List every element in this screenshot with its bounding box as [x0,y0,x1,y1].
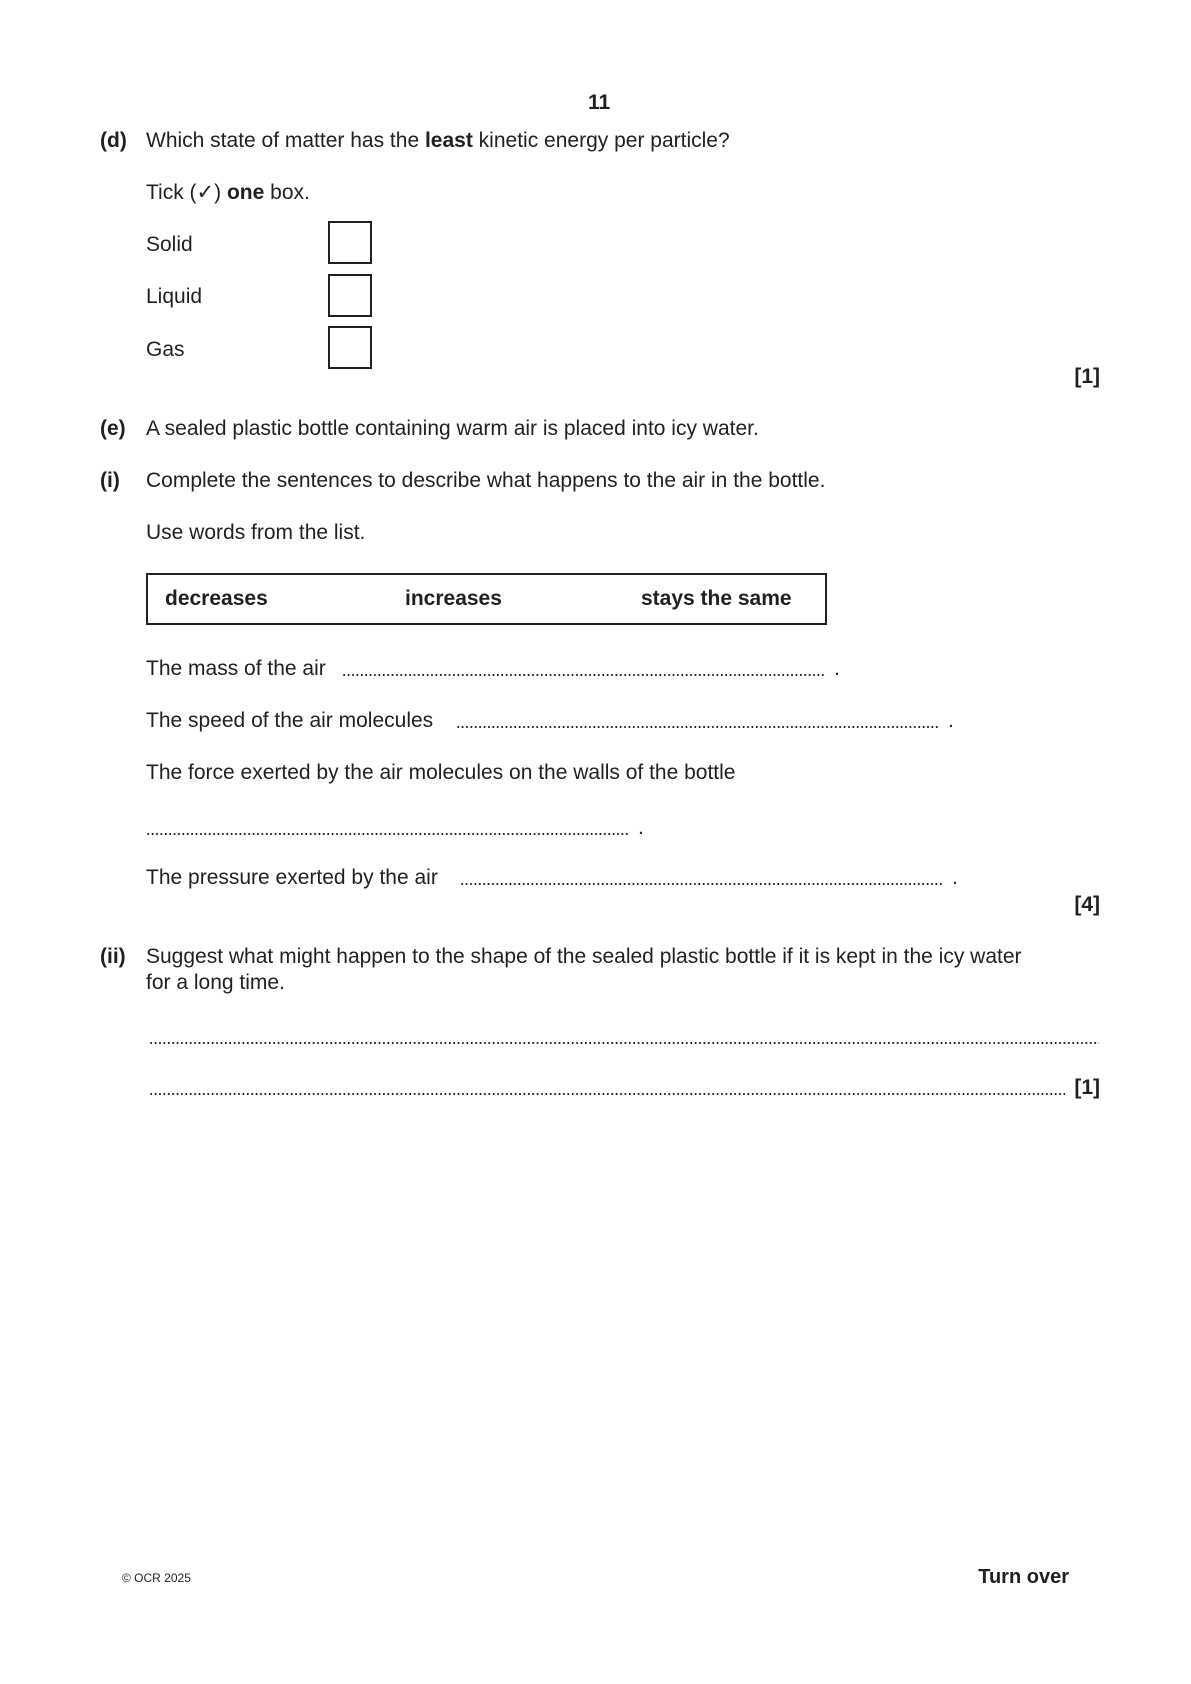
part-e-i-marks: [4] [1074,893,1100,916]
part-e-ii-text-line1: Suggest what might happen to the shape of the sealed plastic bottle if it is kept in the icy water [146,945,1022,968]
option-gas-checkbox[interactable] [328,326,372,369]
instruction-text: Tick (✓) [146,181,227,204]
page-number: 11 [588,91,611,114]
answer-line-speed[interactable] [456,725,940,729]
question-text: kinetic energy per particle? [472,129,730,152]
part-e-ii-label: (ii) [100,945,126,968]
part-d-label: (d) [100,129,127,152]
question-emphasis: least [424,129,473,152]
option-solid-checkbox[interactable] [328,221,372,264]
answer-line-mass[interactable] [342,673,826,677]
part-e-i-text: Complete the sentences to describe what happens to the air in the bottle. [146,469,826,492]
word-stays-the-same: stays the same [641,587,792,610]
end-dot: . [638,816,644,839]
answer-line-shape-2[interactable] [149,1092,1065,1096]
part-d-question [146,129,730,153]
option-solid-label: Solid [146,233,193,256]
turn-over: Turn over [978,1566,1069,1588]
answer-line-pressure[interactable] [460,882,944,886]
part-d-marks: [1] [1074,365,1100,388]
end-dot: . [948,709,954,732]
answer-line-force[interactable] [146,832,630,836]
part-e-label: (e) [100,417,126,440]
option-liquid-label: Liquid [146,285,203,308]
option-liquid-checkbox[interactable] [328,274,372,317]
instruction-text: box. [264,181,310,204]
instruction-emphasis: one [226,181,265,204]
part-e-i-instruction: Use words from the list. [146,521,366,544]
sentence-pressure: The pressure exerted by the air [146,866,438,889]
part-d-instruction [146,181,310,205]
end-dot: . [952,866,958,889]
copyright: © OCR 2025 [122,1571,191,1585]
sentence-force: The force exerted by the air molecules on the walls of the bottle [146,761,736,784]
question-text: Which state of matter has the [146,129,425,152]
part-e-ii-marks: [1] [1074,1076,1100,1099]
word-decreases: decreases [165,587,268,610]
part-e-ii-text-line2: for a long time. [146,971,285,994]
part-e-text: A sealed plastic bottle containing warm air is placed into icy water. [146,417,759,440]
word-increases: increases [405,587,502,610]
sentence-speed: The speed of the air molecules [146,709,434,732]
sentence-mass: The mass of the air [146,657,326,680]
option-gas-label: Gas [146,338,185,361]
answer-line-shape-1[interactable] [149,1041,1099,1045]
end-dot: . [834,657,840,680]
part-e-i-label: (i) [100,469,120,492]
